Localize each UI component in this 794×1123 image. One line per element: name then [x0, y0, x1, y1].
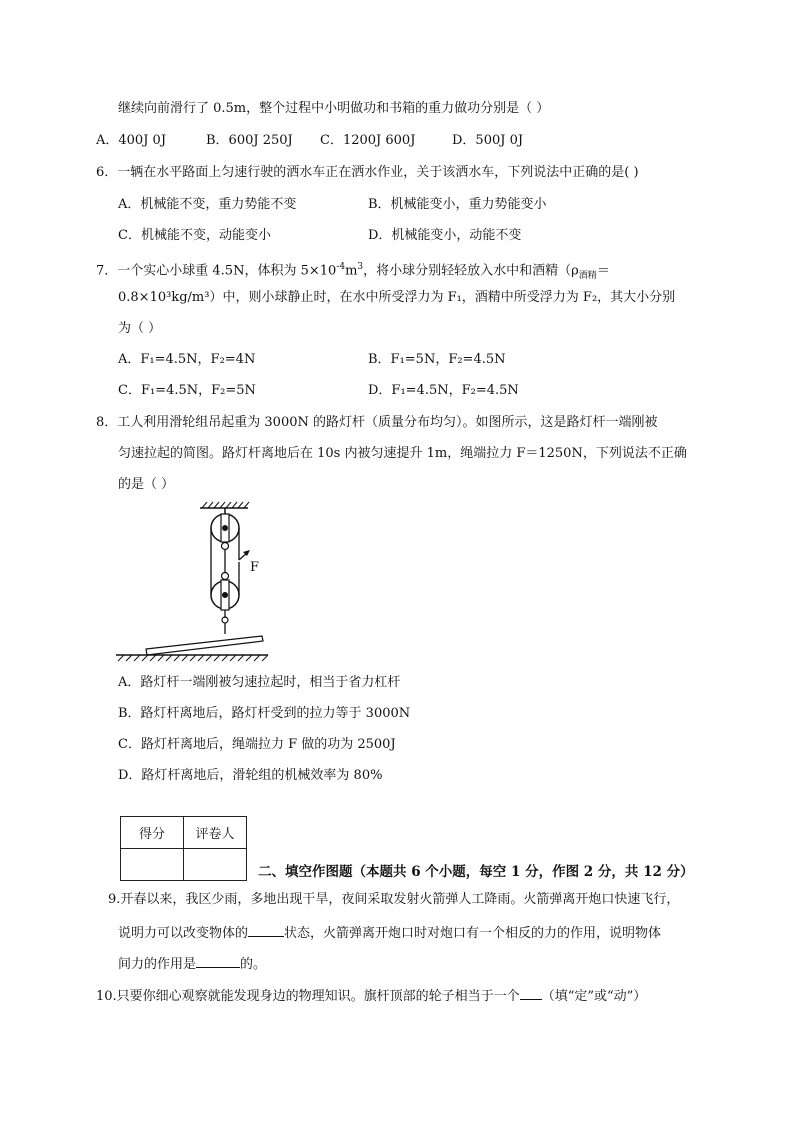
- q6-option-a: A．机械能不变，重力势能不变: [118, 197, 297, 212]
- grader-cell[interactable]: [184, 849, 247, 881]
- q9-stem-line-3: 间力的作用是 的。: [118, 953, 266, 974]
- q7-option-c: C．F₁=4.5N，F₂=5N: [118, 383, 256, 398]
- q6-option-d: D．机械能变小，动能不变: [368, 228, 522, 243]
- score-table: [120, 816, 247, 881]
- q6-option-b: B．机械能变小，重力势能变小: [368, 197, 547, 212]
- section-title: 二、填空作图题（本题共 6 个小题，每空 1 分，作图 2 分，共 12 分）: [258, 864, 694, 880]
- q10-blank-1[interactable]: [520, 985, 542, 1000]
- q6-option-c: C．机械能不变，动能变小: [118, 228, 271, 243]
- force-label: F: [250, 560, 260, 575]
- q10-stem-line-1: 10.只要你细心观察就能发现身边的物理知识。旗杆顶部的轮子相当于一个 （填“定”或“动”）: [96, 985, 646, 1006]
- q7-option-d: D．F₁=4.5N，F₂=4.5N: [368, 383, 519, 398]
- q6-stem: 6．一辆在水平路面上匀速行驶的洒水车正在洒水作业，关于该洒水车，下列说法中正确的是( ): [96, 165, 639, 180]
- q8-stem-line-3: 的是（ ）: [118, 477, 175, 492]
- q8-option-d: D．路灯杆离地后，滑轮组的机械效率为 80%: [118, 768, 383, 783]
- q7-stem-line-3: 为（ ）: [118, 321, 162, 336]
- pulley-figure: [112, 500, 272, 664]
- q9-stem-line-2: 说明力可以改变物体的 状态，火箭弹离开炮口时对炮口有一个相反的力的作用，说明物体: [118, 922, 661, 943]
- q8-option-c: C．路灯杆离地后，绳端拉力 F 做的功为 2500J: [118, 737, 396, 752]
- score-header: 得分: [121, 817, 184, 849]
- q8-stem-line-2: 匀速拉起的简图。路灯杆离地后在 10s 内被匀速提升 1m，绳端拉力 F＝1250N，下列说法不正确: [118, 446, 687, 461]
- q9-stem-line-1: 9.开春以来，我区少雨，多地出现干旱，夜间采取发射火箭弹人工降雨。火箭弹离开炮口快速飞行，: [108, 892, 680, 907]
- q8-stem-line-1: 8．工人利用滑轮组吊起重为 3000N 的路灯杆（质量分布均匀）。如图所示，这是路灯杆一端刚被: [96, 415, 658, 430]
- q9-blank-2[interactable]: [196, 953, 240, 968]
- q5-stem-line: 继续向前滑行了 0.5m，整个过程中小明做功和书箱的重力做功分别是（ ）: [118, 101, 550, 116]
- q7-stem-line-1: 7．一个实心小球重 4.5N，体积为 $5\times 10^{-4}m^3$，将小球分别轻轻放入水中和酒精（$\rho_{酒精}=$: [96, 262, 610, 281]
- q7-option-b: B．F₁=5N，F₂=4.5N: [368, 352, 506, 367]
- q5-option-a: A．400J 0J: [96, 133, 167, 148]
- q8-option-a: A．路灯杆一端刚被匀速拉起时，相当于省力杠杆: [118, 675, 401, 690]
- score-cell[interactable]: [121, 849, 184, 881]
- q7-option-a: A．F₁=4.5N，F₂=4N: [118, 352, 256, 367]
- q9-blank-1[interactable]: [248, 922, 284, 937]
- grader-header: 评卷人: [184, 817, 247, 849]
- q8-option-b: B．路灯杆离地后，路灯杆受到的拉力等于 3000N: [118, 706, 411, 721]
- q5-option-b: B．600J 250J: [206, 133, 293, 148]
- q7-stem-line-2: 0.8×10³kg/m³）中，则小球静止时，在水中所受浮力为 F₁，酒精中所受浮力为 F₂，其大小分别: [118, 290, 676, 305]
- q5-option-d: D．500J 0J: [452, 133, 524, 148]
- q5-option-c: C．1200J 600J: [320, 133, 416, 148]
